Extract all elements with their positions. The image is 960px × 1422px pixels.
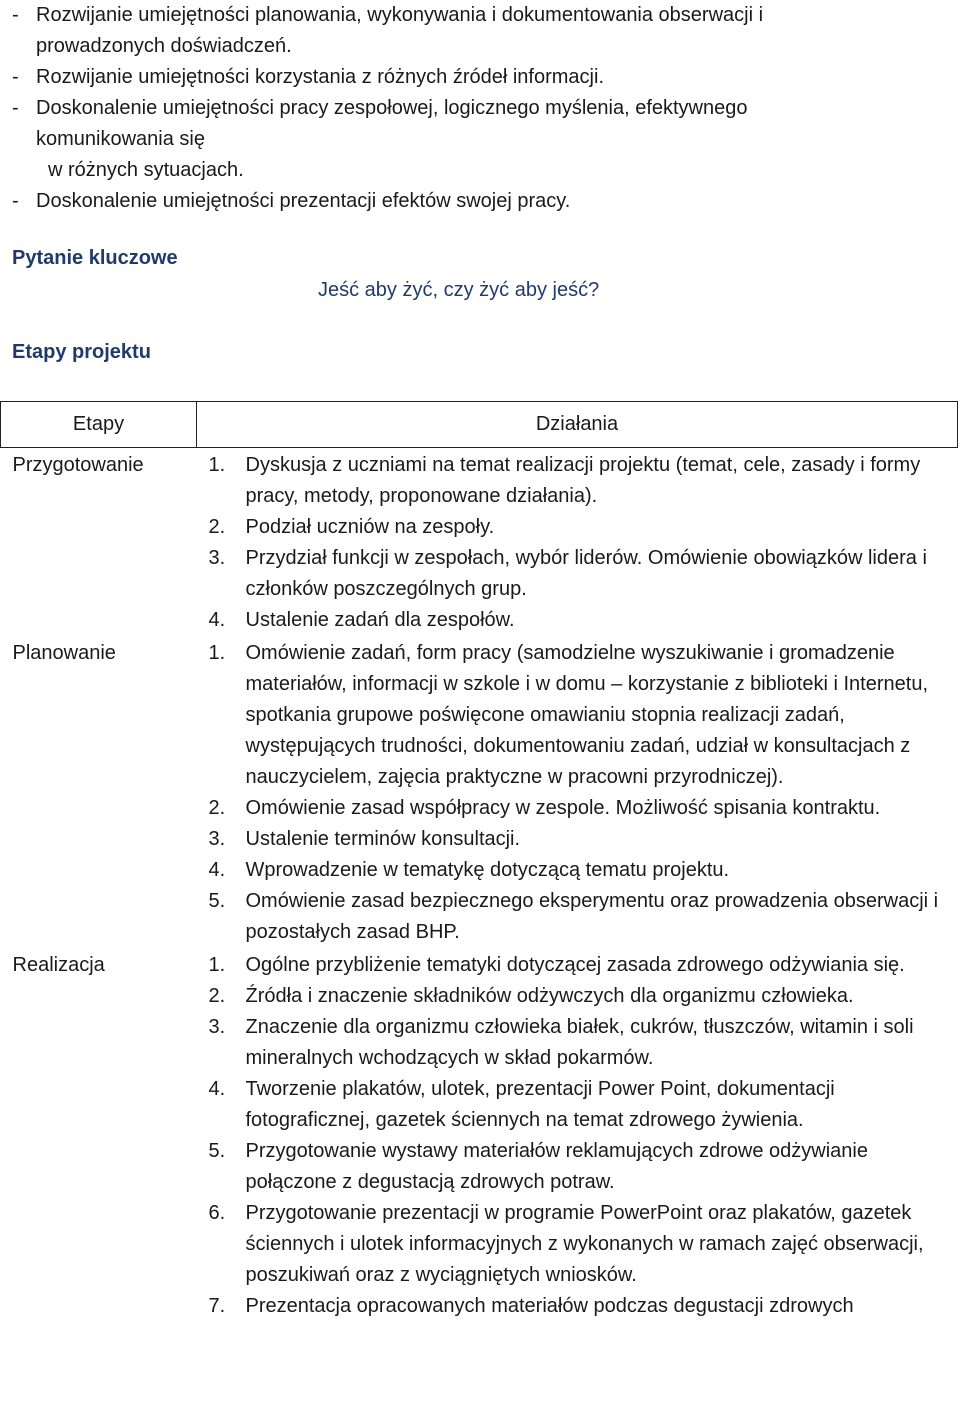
action-number: 4. (208, 1078, 226, 1100)
action-text: Wprowadzenie w tematykę dotyczącą tematu projektu. (245, 859, 730, 881)
action-text: Omówienie zadań, form pracy (samodzielne wyszukiwanie i gromadzenie materiałów, informacji w szkole i w domu – korzystanie z biblioteki i Internetu, spotkania grupowe poświęcone omawianiu stopnia realizacji zadań, występujących trudności, dokumentowaniu zadań, udział w konsultacjach z nauczycielem, zajęcia praktyczne w pracowni przyrodniczej). (245, 642, 928, 788)
action-number: 1. (208, 954, 226, 976)
actions-list (197, 638, 958, 948)
goal-item: - Doskonalenie umiejętności prezentacji efektów swojej pracy. (12, 190, 571, 212)
action-item (197, 824, 958, 855)
actions-list (197, 950, 958, 1322)
action-item (197, 1291, 958, 1322)
action-text: Dyskusja z uczniami na temat realizacji projektu (temat, cele, zasady i formy pracy, metody, proponowane działania). (245, 454, 921, 507)
action-item (197, 855, 958, 886)
column-header-actions: Działania (197, 402, 958, 448)
action-text: Przygotowanie wystawy materiałów reklamujących zdrowe odżywianie połączone z degustacją zdrowych potraw. (245, 1140, 868, 1193)
goal-item: - Doskonalenie umiejętności pracy zespołowej, logicznego myślenia, efektywnego komunikowania się w różnych sytuacjach. (12, 93, 942, 186)
action-item (197, 638, 958, 793)
column-header-stage: Etapy (1, 402, 197, 448)
table-row (1, 948, 958, 1322)
action-item (197, 886, 958, 948)
action-text: Źródła i znaczenie składników odżywczych dla organizmu człowieka. (245, 985, 854, 1007)
action-item (197, 950, 958, 981)
stage-actions (197, 448, 958, 637)
action-item (197, 605, 958, 636)
action-number: 3. (208, 547, 226, 569)
goal-line: Rozwijanie umiejętności korzystania z różnych źródeł informacji. (36, 66, 604, 88)
action-number: 2. (208, 797, 226, 819)
action-text: Prezentacja opracowanych materiałów podczas degustacji zdrowych (245, 1295, 854, 1317)
stage-name: Realizacja (12, 954, 105, 976)
action-number: 7. (208, 1295, 226, 1317)
action-text: Ogólne przybliżenie tematyki dotyczącej zasada zdrowego odżywiania się. (245, 954, 905, 976)
action-text: Ustalenie terminów konsultacji. (245, 828, 521, 850)
table-row (1, 636, 958, 948)
goal-line: prowadzonych doświadczeń. (36, 35, 292, 57)
action-text: Omówienie zasad współpracy w zespole. Możliwość spisania kontraktu. (245, 797, 881, 819)
stages-table (0, 401, 958, 1322)
goal-line: w różnych sytuacjach. (48, 159, 244, 181)
action-item (197, 543, 958, 605)
goal-line: Rozwijanie umiejętności planowania, wykonywania i dokumentowania obserwacji i (36, 4, 764, 26)
action-text: Tworzenie plakatów, ulotek, prezentacji Power Point, dokumentacji fotograficznej, gazetek ściennych na temat zdrowego żywienia. (245, 1078, 835, 1131)
goal-line: komunikowania się (36, 128, 205, 150)
action-number: 5. (208, 1140, 226, 1162)
table-header-row (1, 402, 958, 448)
action-text: Podział uczniów na zespoły. (245, 516, 495, 538)
action-number: 2. (208, 985, 226, 1007)
action-item (197, 1074, 958, 1136)
action-number: 3. (208, 828, 226, 850)
action-number: 3. (208, 1016, 226, 1038)
action-text: Przydział funkcji w zespołach, wybór liderów. Omówienie obowiązków lidera i członków poszczególnych grup. (245, 547, 927, 600)
action-number: 4. (208, 859, 226, 881)
action-number: 2. (208, 516, 226, 538)
action-text: Ustalenie zadań dla zespołów. (245, 609, 515, 631)
action-text: Omówienie zasad bezpiecznego eksperymentu oraz prowadzenia obserwacji i pozostałych zasad BHP. (245, 890, 939, 943)
actions-list (197, 450, 958, 636)
action-item (197, 1136, 958, 1198)
action-number: 1. (208, 642, 226, 664)
key-question: Jeść aby żyć, czy żyć aby jeść? (318, 279, 600, 301)
goal-line: Doskonalenie umiejętności prezentacji efektów swojej pracy. (36, 190, 571, 212)
action-item (197, 1198, 958, 1291)
action-item (197, 512, 958, 543)
action-text: Znaczenie dla organizmu człowieka białek, cukrów, tłuszczów, witamin i soli mineralnych wchodzących w skład pokarmów. (245, 1016, 914, 1069)
stage-actions (197, 948, 958, 1322)
action-number: 1. (208, 454, 226, 476)
action-text: Przygotowanie prezentacji w programie PowerPoint oraz plakatów, gazetek ściennych i ulotek informacyjnych z wykonanych w ramach zajęć obserwacji, poszukiwań oraz z wyciągniętych wniosków. (245, 1202, 924, 1286)
action-item (197, 981, 958, 1012)
action-number: 6. (208, 1202, 226, 1224)
stage-actions (197, 636, 958, 948)
action-item (197, 1012, 958, 1074)
stages-heading: Etapy projektu (12, 341, 151, 363)
goal-item: - Rozwijanie umiejętności korzystania z różnych źródeł informacji. (12, 66, 604, 88)
action-item (197, 450, 958, 512)
goal-line: Doskonalenie umiejętności pracy zespołowej, logicznego myślenia, efektywnego (36, 97, 748, 119)
action-number: 4. (208, 609, 226, 631)
key-question-heading: Pytanie kluczowe (12, 247, 178, 269)
stage-name: Planowanie (12, 642, 116, 664)
table-row (1, 448, 958, 637)
goals-list (12, 0, 942, 217)
goal-item: - Rozwijanie umiejętności planowania, wykonywania i dokumentowania obserwacji i prowadzonych doświadczeń. (12, 4, 764, 57)
stage-name: Przygotowanie (12, 454, 144, 476)
action-item (197, 793, 958, 824)
action-number: 5. (208, 890, 226, 912)
